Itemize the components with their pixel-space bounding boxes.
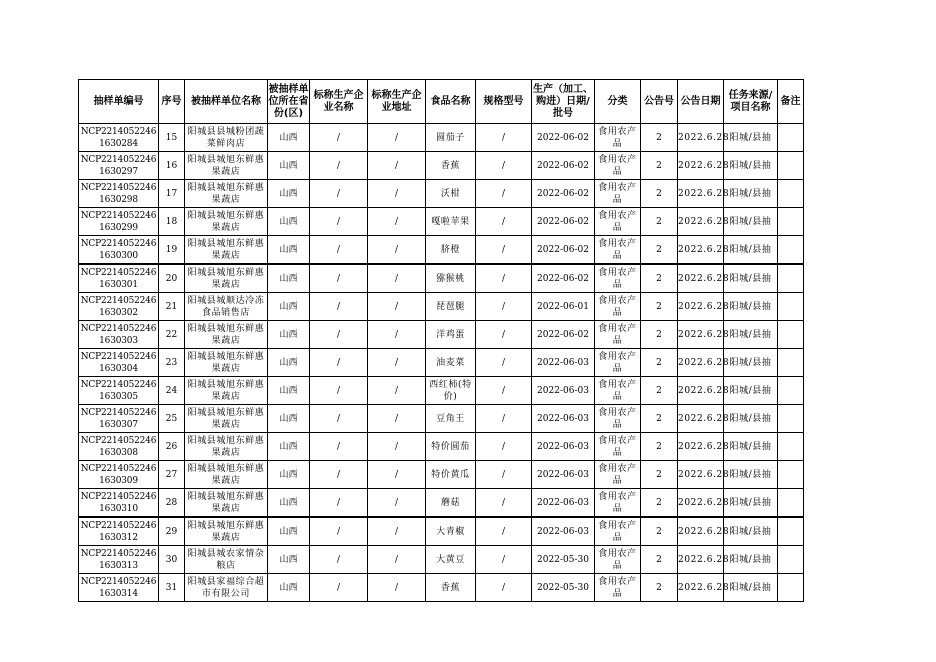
- sample-no-cell: NCP2214052246 1630314: [79, 574, 159, 602]
- spec-cell: /: [476, 321, 532, 349]
- notice-no-cell: 2: [641, 405, 678, 433]
- maker-address-cell: /: [368, 208, 426, 236]
- sample-no-cell: NCP2214052246 1630300: [79, 236, 159, 265]
- category-cell: 食用农产品: [595, 321, 641, 349]
- remark-cell: [778, 546, 804, 574]
- province-cell: 山西: [268, 236, 310, 265]
- table-row: [79, 349, 804, 377]
- table-row: [79, 405, 804, 433]
- seq-cell: 20: [159, 264, 185, 293]
- table-row: [79, 377, 804, 405]
- maker-address-cell: /: [368, 546, 426, 574]
- remark-cell: [778, 517, 804, 546]
- sampled-unit-cell: 阳城县城旭东鲜惠果蔬店: [185, 517, 268, 546]
- sampled-unit-cell: 阳城县城旭东鲜惠果蔬店: [185, 208, 268, 236]
- maker-name-cell: /: [310, 405, 368, 433]
- category-cell: 食用农产品: [595, 574, 641, 602]
- maker-name-cell: /: [310, 152, 368, 180]
- remark-cell: [778, 321, 804, 349]
- notice-date-cell: 2022.6.28: [678, 208, 724, 236]
- seq-cell: 19: [159, 236, 185, 265]
- seq-cell: 31: [159, 574, 185, 602]
- table-row: [79, 180, 804, 208]
- header-maker-name: 标称生产企业名称: [310, 80, 368, 124]
- seq-cell: 23: [159, 349, 185, 377]
- maker-name-cell: /: [310, 574, 368, 602]
- production-date-cell: 2022-06-02: [532, 152, 595, 180]
- remark-cell: [778, 236, 804, 265]
- notice-no-cell: 2: [641, 377, 678, 405]
- production-date-cell: 2022-06-03: [532, 433, 595, 461]
- production-date-cell: 2022-06-03: [532, 489, 595, 518]
- category-cell: 食用农产品: [595, 264, 641, 293]
- notice-date-cell: 2022.6.28: [678, 236, 724, 265]
- spec-cell: /: [476, 293, 532, 321]
- production-date-cell: 2022-06-01: [532, 293, 595, 321]
- category-cell: 食用农产品: [595, 489, 641, 518]
- sample-no-cell: NCP2214052246 1630310: [79, 489, 159, 518]
- food-name-cell: 西红柿(特价): [426, 377, 476, 405]
- table-row: [79, 293, 804, 321]
- province-cell: 山西: [268, 574, 310, 602]
- notice-no-cell: 2: [641, 517, 678, 546]
- notice-date-cell: 2022.6.28: [678, 405, 724, 433]
- maker-name-cell: /: [310, 264, 368, 293]
- food-name-cell: 大青椒: [426, 517, 476, 546]
- spec-cell: /: [476, 349, 532, 377]
- notice-no-cell: 2: [641, 264, 678, 293]
- header-production-date: 生产（加工、购进）日期/批号: [532, 80, 595, 124]
- food-name-cell: 洋鸡蛋: [426, 321, 476, 349]
- spec-cell: /: [476, 180, 532, 208]
- remark-cell: [778, 461, 804, 489]
- maker-name-cell: /: [310, 517, 368, 546]
- table-body: [79, 124, 804, 602]
- remark-cell: [778, 264, 804, 293]
- sampled-unit-cell: 阳城县县城粉团蔬菜鲜肉店: [185, 124, 268, 152]
- notice-no-cell: 2: [641, 180, 678, 208]
- task-source-cell: 阳城/县抽: [724, 433, 778, 461]
- sampling-results-table: [78, 79, 804, 602]
- category-cell: 食用农产品: [595, 208, 641, 236]
- sample-no-cell: NCP2214052246 1630312: [79, 517, 159, 546]
- task-source-cell: 阳城/县抽: [724, 236, 778, 265]
- production-date-cell: 2022-06-02: [532, 264, 595, 293]
- header-remark: 备注: [778, 80, 804, 124]
- province-cell: 山西: [268, 349, 310, 377]
- sample-no-cell: NCP2214052246 1630313: [79, 546, 159, 574]
- food-name-cell: 圆茄子: [426, 124, 476, 152]
- production-date-cell: 2022-06-03: [532, 349, 595, 377]
- sampled-unit-cell: 阳城县城旭东鲜惠果蔬店: [185, 461, 268, 489]
- table-row: [79, 321, 804, 349]
- task-source-cell: 阳城/县抽: [724, 405, 778, 433]
- notice-no-cell: 2: [641, 208, 678, 236]
- remark-cell: [778, 124, 804, 152]
- maker-address-cell: /: [368, 461, 426, 489]
- task-source-cell: 阳城/县抽: [724, 546, 778, 574]
- category-cell: 食用农产品: [595, 152, 641, 180]
- maker-address-cell: /: [368, 152, 426, 180]
- food-name-cell: 沃柑: [426, 180, 476, 208]
- production-date-cell: 2022-06-03: [532, 405, 595, 433]
- table-row: [79, 264, 804, 293]
- category-cell: 食用农产品: [595, 405, 641, 433]
- task-source-cell: 阳城/县抽: [724, 517, 778, 546]
- maker-address-cell: /: [368, 321, 426, 349]
- remark-cell: [778, 180, 804, 208]
- sample-no-cell: NCP2214052246 1630308: [79, 433, 159, 461]
- remark-cell: [778, 489, 804, 518]
- sample-no-cell: NCP2214052246 1630309: [79, 461, 159, 489]
- province-cell: 山西: [268, 517, 310, 546]
- seq-cell: 26: [159, 433, 185, 461]
- maker-address-cell: /: [368, 349, 426, 377]
- maker-address-cell: /: [368, 489, 426, 518]
- sampled-unit-cell: 阳城县城旭东鲜惠果蔬店: [185, 321, 268, 349]
- category-cell: 食用农产品: [595, 124, 641, 152]
- notice-date-cell: 2022.6.28: [678, 152, 724, 180]
- notice-date-cell: 2022.6.28: [678, 546, 724, 574]
- notice-date-cell: 2022.6.28: [678, 180, 724, 208]
- spec-cell: /: [476, 208, 532, 236]
- notice-date-cell: 2022.6.28: [678, 461, 724, 489]
- header-sample-no: 抽样单编号: [79, 80, 159, 124]
- province-cell: 山西: [268, 293, 310, 321]
- remark-cell: [778, 405, 804, 433]
- header-spec: 规格型号: [476, 80, 532, 124]
- maker-address-cell: /: [368, 433, 426, 461]
- province-cell: 山西: [268, 208, 310, 236]
- sampled-unit-cell: 阳城县家福综合超市有限公司: [185, 574, 268, 602]
- sampled-unit-cell: 阳城县城农家情杂粮店: [185, 546, 268, 574]
- category-cell: 食用农产品: [595, 461, 641, 489]
- notice-no-cell: 2: [641, 574, 678, 602]
- task-source-cell: 阳城/县抽: [724, 321, 778, 349]
- sample-no-cell: NCP2214052246 1630298: [79, 180, 159, 208]
- notice-no-cell: 2: [641, 349, 678, 377]
- food-name-cell: 琵琶腿: [426, 293, 476, 321]
- maker-name-cell: /: [310, 321, 368, 349]
- province-cell: 山西: [268, 321, 310, 349]
- seq-cell: 17: [159, 180, 185, 208]
- remark-cell: [778, 293, 804, 321]
- maker-name-cell: /: [310, 293, 368, 321]
- notice-no-cell: 2: [641, 236, 678, 265]
- maker-name-cell: /: [310, 433, 368, 461]
- spec-cell: /: [476, 124, 532, 152]
- maker-address-cell: /: [368, 236, 426, 265]
- food-name-cell: 香蕉: [426, 152, 476, 180]
- spec-cell: /: [476, 517, 532, 546]
- notice-no-cell: 2: [641, 152, 678, 180]
- notice-no-cell: 2: [641, 489, 678, 518]
- production-date-cell: 2022-06-03: [532, 517, 595, 546]
- maker-address-cell: /: [368, 574, 426, 602]
- notice-date-cell: 2022.6.28: [678, 433, 724, 461]
- food-name-cell: 油麦菜: [426, 349, 476, 377]
- task-source-cell: 阳城/县抽: [724, 264, 778, 293]
- production-date-cell: 2022-05-30: [532, 546, 595, 574]
- notice-date-cell: 2022.6.28: [678, 124, 724, 152]
- sampled-unit-cell: 阳城县城旭东鲜惠果蔬店: [185, 349, 268, 377]
- province-cell: 山西: [268, 546, 310, 574]
- sampled-unit-cell: 阳城县城旭东鲜惠果蔬店: [185, 377, 268, 405]
- sample-no-cell: NCP2214052246 1630302: [79, 293, 159, 321]
- sample-no-cell: NCP2214052246 1630284: [79, 124, 159, 152]
- province-cell: 山西: [268, 405, 310, 433]
- table-row: [79, 461, 804, 489]
- seq-cell: 24: [159, 377, 185, 405]
- table-row: [79, 546, 804, 574]
- header-task-source: 任务来源/项目名称: [724, 80, 778, 124]
- header-notice-date: 公告日期: [678, 80, 724, 124]
- province-cell: 山西: [268, 124, 310, 152]
- category-cell: 食用农产品: [595, 349, 641, 377]
- maker-name-cell: /: [310, 489, 368, 518]
- header-province: 被抽样单位所在省份(区): [268, 80, 310, 124]
- spec-cell: /: [476, 461, 532, 489]
- food-name-cell: 特价圆茄: [426, 433, 476, 461]
- header-category: 分类: [595, 80, 641, 124]
- seq-cell: 30: [159, 546, 185, 574]
- maker-address-cell: /: [368, 180, 426, 208]
- food-name-cell: 猕猴桃: [426, 264, 476, 293]
- task-source-cell: 阳城/县抽: [724, 574, 778, 602]
- remark-cell: [778, 349, 804, 377]
- maker-address-cell: /: [368, 377, 426, 405]
- table-row: [79, 489, 804, 518]
- seq-cell: 21: [159, 293, 185, 321]
- seq-cell: 15: [159, 124, 185, 152]
- maker-address-cell: /: [368, 517, 426, 546]
- sampled-unit-cell: 阳城县城旭东鲜惠果蔬店: [185, 489, 268, 518]
- spec-cell: /: [476, 377, 532, 405]
- sampled-unit-cell: 阳城县城旭东鲜惠果蔬店: [185, 152, 268, 180]
- food-name-cell: 蘑菇: [426, 489, 476, 518]
- category-cell: 食用农产品: [595, 180, 641, 208]
- sample-no-cell: NCP2214052246 1630307: [79, 405, 159, 433]
- task-source-cell: 阳城/县抽: [724, 208, 778, 236]
- table-row: [79, 208, 804, 236]
- task-source-cell: 阳城/县抽: [724, 180, 778, 208]
- task-source-cell: 阳城/县抽: [724, 461, 778, 489]
- header-sampled-unit: 被抽样单位名称: [185, 80, 268, 124]
- spec-cell: /: [476, 574, 532, 602]
- production-date-cell: 2022-06-02: [532, 124, 595, 152]
- seq-cell: 22: [159, 321, 185, 349]
- header-notice-no: 公告号: [641, 80, 678, 124]
- province-cell: 山西: [268, 489, 310, 518]
- production-date-cell: 2022-06-02: [532, 321, 595, 349]
- task-source-cell: 阳城/县抽: [724, 377, 778, 405]
- maker-address-cell: /: [368, 124, 426, 152]
- sample-no-cell: NCP2214052246 1630304: [79, 349, 159, 377]
- remark-cell: [778, 208, 804, 236]
- food-name-cell: 香蕉: [426, 574, 476, 602]
- header-maker-address: 标称生产企业地址: [368, 80, 426, 124]
- seq-cell: 29: [159, 517, 185, 546]
- maker-address-cell: /: [368, 405, 426, 433]
- notice-date-cell: 2022.6.28: [678, 264, 724, 293]
- food-name-cell: 嘎啦苹果: [426, 208, 476, 236]
- remark-cell: [778, 377, 804, 405]
- category-cell: 食用农产品: [595, 433, 641, 461]
- production-date-cell: 2022-05-30: [532, 574, 595, 602]
- spec-cell: /: [476, 152, 532, 180]
- notice-date-cell: 2022.6.28: [678, 293, 724, 321]
- spec-cell: /: [476, 236, 532, 265]
- notice-date-cell: 2022.6.28: [678, 517, 724, 546]
- food-name-cell: 特价黄瓜: [426, 461, 476, 489]
- sampled-unit-cell: 阳城县城旭东鲜惠果蔬店: [185, 264, 268, 293]
- task-source-cell: 阳城/县抽: [724, 489, 778, 518]
- remark-cell: [778, 574, 804, 602]
- spec-cell: /: [476, 264, 532, 293]
- category-cell: 食用农产品: [595, 377, 641, 405]
- table-row: [79, 236, 804, 265]
- notice-no-cell: 2: [641, 293, 678, 321]
- sampled-unit-cell: 阳城县城旭东鲜惠果蔬店: [185, 433, 268, 461]
- remark-cell: [778, 433, 804, 461]
- table-row: [79, 433, 804, 461]
- spec-cell: /: [476, 405, 532, 433]
- seq-cell: 18: [159, 208, 185, 236]
- maker-name-cell: /: [310, 236, 368, 265]
- table-row: [79, 517, 804, 546]
- header-seq: 序号: [159, 80, 185, 124]
- maker-name-cell: /: [310, 349, 368, 377]
- production-date-cell: 2022-06-02: [532, 180, 595, 208]
- food-name-cell: 大黄豆: [426, 546, 476, 574]
- maker-address-cell: /: [368, 264, 426, 293]
- province-cell: 山西: [268, 377, 310, 405]
- production-date-cell: 2022-06-03: [532, 461, 595, 489]
- food-name-cell: 脐橙: [426, 236, 476, 265]
- sampled-unit-cell: 阳城县城旭东鲜惠果蔬店: [185, 405, 268, 433]
- province-cell: 山西: [268, 180, 310, 208]
- header-row: [79, 80, 804, 124]
- task-source-cell: 阳城/县抽: [724, 293, 778, 321]
- maker-name-cell: /: [310, 208, 368, 236]
- notice-date-cell: 2022.6.28: [678, 349, 724, 377]
- notice-no-cell: 2: [641, 546, 678, 574]
- production-date-cell: 2022-06-02: [532, 208, 595, 236]
- sample-no-cell: NCP2214052246 1630305: [79, 377, 159, 405]
- category-cell: 食用农产品: [595, 546, 641, 574]
- notice-date-cell: 2022.6.28: [678, 489, 724, 518]
- task-source-cell: 阳城/县抽: [724, 349, 778, 377]
- province-cell: 山西: [268, 264, 310, 293]
- maker-name-cell: /: [310, 180, 368, 208]
- table-row: [79, 124, 804, 152]
- sample-no-cell: NCP2214052246 1630303: [79, 321, 159, 349]
- task-source-cell: 阳城/县抽: [724, 152, 778, 180]
- sample-no-cell: NCP2214052246 1630301: [79, 264, 159, 293]
- notice-no-cell: 2: [641, 433, 678, 461]
- seq-cell: 28: [159, 489, 185, 518]
- table-row: [79, 152, 804, 180]
- header-food-name: 食品名称: [426, 80, 476, 124]
- category-cell: 食用农产品: [595, 293, 641, 321]
- spec-cell: /: [476, 433, 532, 461]
- seq-cell: 27: [159, 461, 185, 489]
- sampled-unit-cell: 阳城县城旭东鲜惠果蔬店: [185, 236, 268, 265]
- spec-cell: /: [476, 546, 532, 574]
- sample-no-cell: NCP2214052246 1630297: [79, 152, 159, 180]
- sampled-unit-cell: 阳城县城旭东鲜惠果蔬店: [185, 180, 268, 208]
- table-row: [79, 574, 804, 602]
- category-cell: 食用农产品: [595, 517, 641, 546]
- province-cell: 山西: [268, 433, 310, 461]
- task-source-cell: 阳城/县抽: [724, 124, 778, 152]
- category-cell: 食用农产品: [595, 236, 641, 265]
- sampled-unit-cell: 阳城县城顺达冷冻食品销售店: [185, 293, 268, 321]
- sample-no-cell: NCP2214052246 1630299: [79, 208, 159, 236]
- maker-name-cell: /: [310, 546, 368, 574]
- notice-date-cell: 2022.6.28: [678, 321, 724, 349]
- maker-name-cell: /: [310, 461, 368, 489]
- province-cell: 山西: [268, 152, 310, 180]
- spec-cell: /: [476, 489, 532, 518]
- notice-date-cell: 2022.6.28: [678, 377, 724, 405]
- seq-cell: 25: [159, 405, 185, 433]
- food-name-cell: 豆角王: [426, 405, 476, 433]
- notice-no-cell: 2: [641, 124, 678, 152]
- production-date-cell: 2022-06-02: [532, 236, 595, 265]
- production-date-cell: 2022-06-03: [532, 377, 595, 405]
- maker-address-cell: /: [368, 293, 426, 321]
- seq-cell: 16: [159, 152, 185, 180]
- notice-no-cell: 2: [641, 461, 678, 489]
- remark-cell: [778, 152, 804, 180]
- notice-no-cell: 2: [641, 321, 678, 349]
- maker-name-cell: /: [310, 377, 368, 405]
- province-cell: 山西: [268, 461, 310, 489]
- notice-date-cell: 2022.6.28: [678, 574, 724, 602]
- maker-name-cell: /: [310, 124, 368, 152]
